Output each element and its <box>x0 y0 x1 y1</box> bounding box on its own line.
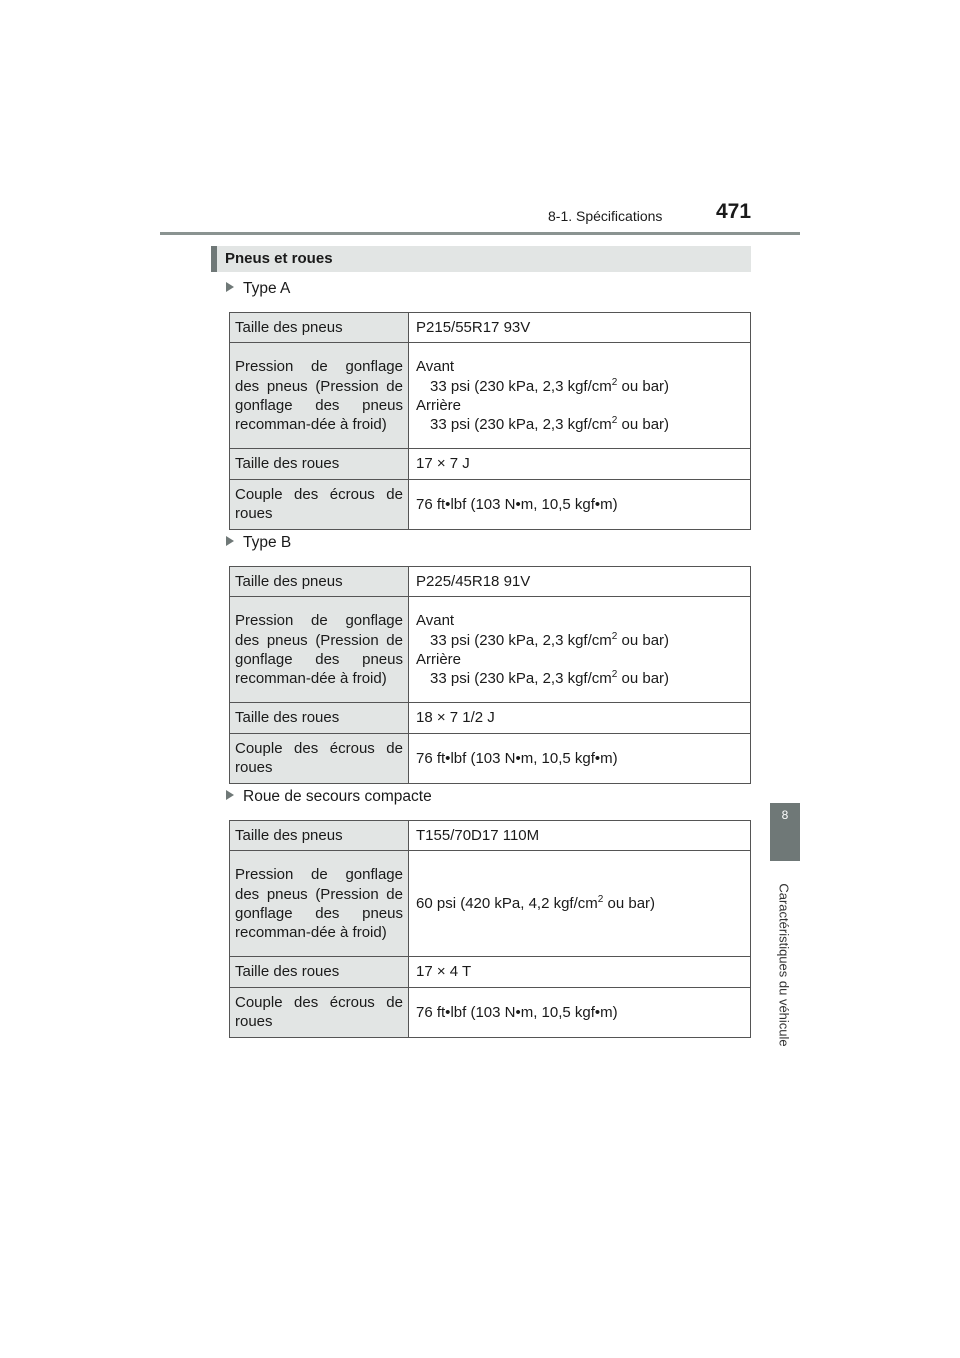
torque-value: 76 ft•lbf (103 N•m, 10,5 kgf•m) <box>409 479 751 529</box>
torque-value: 76 ft•lbf (103 N•m, 10,5 kgf•m) <box>409 733 751 783</box>
rear-pressure: 33 psi (230 kPa, 2,3 kgf/$cm^2$ ou bar) <box>430 415 670 434</box>
type-b-heading <box>226 534 291 552</box>
front-pressure: 33 psi (230 kPa, 2,3 kgf/$cm^2$ ou bar) <box>430 376 670 395</box>
triangle-bullet-icon <box>226 536 234 546</box>
table-row <box>230 851 751 957</box>
wheel-size-value: 17 × 7 J <box>409 449 751 479</box>
table-row <box>230 597 751 703</box>
table-row <box>230 567 751 597</box>
header-rule <box>160 232 800 235</box>
table-row <box>230 703 751 733</box>
torque-label: Couple des écrous de roues <box>230 987 409 1037</box>
wheel-size-label: Taille des roues <box>230 957 409 987</box>
table-row <box>230 313 751 343</box>
tire-size-value: P225/45R18 91V <box>409 567 751 597</box>
wheel-size-label: Taille des roues <box>230 449 409 479</box>
table-row <box>230 449 751 479</box>
type-b-table <box>229 566 751 784</box>
chapter-title: Caractéristiques du véhicule <box>776 883 792 1047</box>
chapter-number: 8 <box>781 808 789 822</box>
table-row <box>230 733 751 783</box>
rear-label: Arrière <box>416 650 462 668</box>
page-number: 471 <box>716 200 752 223</box>
type-b-label: Type B <box>243 534 292 551</box>
rear-label: Arrière <box>416 396 462 414</box>
front-label: Avant <box>416 612 455 630</box>
table-row <box>230 821 751 851</box>
spare-heading <box>226 788 432 806</box>
pressure-value <box>409 597 751 703</box>
torque-label: Couple des écrous de roues <box>230 733 409 783</box>
table-row <box>230 987 751 1037</box>
spare-table <box>229 820 751 1038</box>
pressure-value: 60 psi (420 kPa, 4,2 kgf/$cm^2$ ou bar) <box>409 851 751 957</box>
front-label: Avant <box>416 358 455 376</box>
chapter-tab <box>770 803 800 861</box>
wheel-size-value: 17 × 4 T <box>409 957 751 987</box>
tire-size-label: Taille des pneus <box>230 313 409 343</box>
section-title: Pneus et roues <box>211 246 751 272</box>
type-a-label: Type A <box>243 280 291 297</box>
rear-pressure: 33 psi (230 kPa, 2,3 kgf/$cm^2$ ou bar) <box>430 669 670 688</box>
table-row <box>230 957 751 987</box>
pressure-label: Pression de gonflage des pneus (Pression de gonflage des pneus recomman-dée à froid) <box>230 597 409 703</box>
tire-size-value: T155/70D17 110M <box>409 821 751 851</box>
type-a-heading <box>226 280 290 298</box>
tire-size-label: Taille des pneus <box>230 567 409 597</box>
table-row <box>230 479 751 529</box>
pressure-label: Pression de gonflage des pneus (Pression de gonflage des pneus recomman-dée à froid) <box>230 851 409 957</box>
front-pressure: 33 psi (230 kPa, 2,3 kgf/$cm^2$ ou bar) <box>430 630 670 649</box>
tire-size-value: P215/55R17 93V <box>409 313 751 343</box>
torque-label: Couple des écrous de roues <box>230 479 409 529</box>
table-row <box>230 343 751 449</box>
chapter-side-label <box>769 870 799 1060</box>
torque-value: 76 ft•lbf (103 N•m, 10,5 kgf•m) <box>409 987 751 1037</box>
triangle-bullet-icon <box>226 282 234 292</box>
header-section-title: 8-1. Spécifications <box>548 208 663 224</box>
type-a-table <box>229 312 751 530</box>
tire-size-label: Taille des pneus <box>230 821 409 851</box>
pressure-label: Pression de gonflage des pneus (Pression de gonflage des pneus recomman-dée à froid) <box>230 343 409 449</box>
wheel-size-label: Taille des roues <box>230 703 409 733</box>
triangle-bullet-icon <box>226 790 234 800</box>
pressure-value <box>409 343 751 449</box>
spare-label: Roue de secours compacte <box>243 788 432 805</box>
wheel-size-value: 18 × 7 1/2 J <box>409 703 751 733</box>
